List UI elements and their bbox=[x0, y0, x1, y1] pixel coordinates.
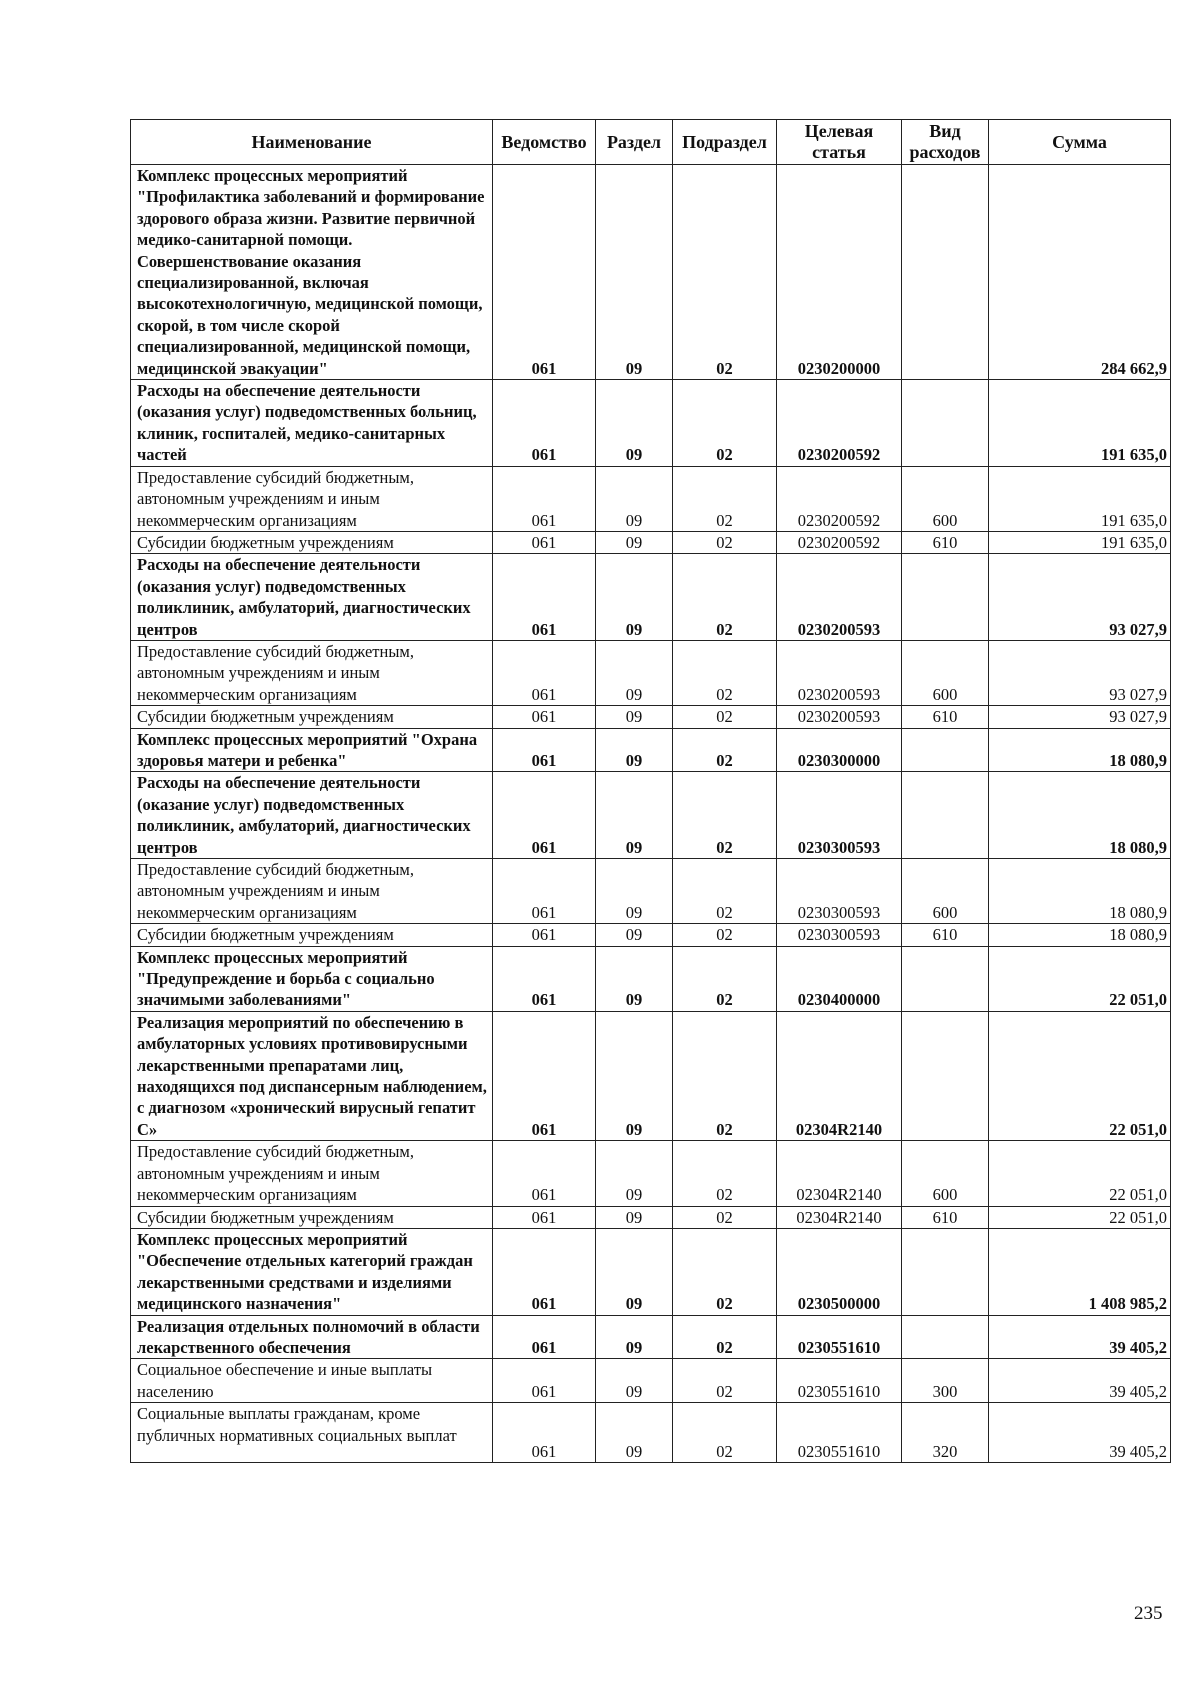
amount-cell: 39 405,2 bbox=[989, 1403, 1171, 1463]
header-amount: Сумма bbox=[989, 120, 1171, 165]
section-cell: 09 bbox=[596, 466, 673, 531]
header-expense-type: Вид расходов bbox=[902, 120, 989, 165]
table-row bbox=[131, 1359, 1171, 1403]
section-cell: 09 bbox=[596, 554, 673, 641]
name-cell: Социальное обеспечение и иные выплаты населению bbox=[131, 1359, 493, 1403]
amount-cell: 22 051,0 bbox=[989, 1141, 1171, 1206]
subsection-cell: 02 bbox=[673, 554, 777, 641]
subsection-cell: 02 bbox=[673, 728, 777, 772]
expense-type-cell bbox=[902, 380, 989, 467]
table-row bbox=[131, 1228, 1171, 1315]
header-target-item: Целевая статья bbox=[777, 120, 902, 165]
target-item-cell: 0230200000 bbox=[777, 165, 902, 380]
department-cell: 061 bbox=[493, 165, 596, 380]
table-row bbox=[131, 466, 1171, 531]
expense-type-cell: 600 bbox=[902, 466, 989, 531]
target-item-cell: 0230300000 bbox=[777, 728, 902, 772]
subsection-cell: 02 bbox=[673, 531, 777, 553]
amount-cell: 18 080,9 bbox=[989, 728, 1171, 772]
subsection-cell: 02 bbox=[673, 466, 777, 531]
expense-type-cell bbox=[902, 165, 989, 380]
table-row bbox=[131, 1141, 1171, 1206]
table-row bbox=[131, 1206, 1171, 1228]
subsection-cell: 02 bbox=[673, 1315, 777, 1359]
name-cell: Предоставление субсидий бюджетным, автономным учреждениям и иным некоммерческим организациям bbox=[131, 466, 493, 531]
subsection-cell: 02 bbox=[673, 946, 777, 1011]
name-cell: Субсидии бюджетным учреждениям bbox=[131, 1206, 493, 1228]
target-item-cell: 0230300593 bbox=[777, 772, 902, 859]
subsection-cell: 02 bbox=[673, 706, 777, 728]
expense-type-cell bbox=[902, 1315, 989, 1359]
table-row bbox=[131, 640, 1171, 705]
header-subsection: Подраздел bbox=[673, 120, 777, 165]
name-cell: Реализация мероприятий по обеспечению в амбулаторных условиях противовирусными лекарственными препаратами лиц, находящихся под диспансерным наблюдением, с диагнозом «хронический вирусный гепатит С» bbox=[131, 1011, 493, 1140]
header-row bbox=[131, 120, 1171, 165]
name-cell: Предоставление субсидий бюджетным, автономным учреждениям и иным некоммерческим организациям bbox=[131, 640, 493, 705]
section-cell: 09 bbox=[596, 924, 673, 946]
table-row bbox=[131, 1403, 1171, 1463]
name-cell: Предоставление субсидий бюджетным, автономным учреждениям и иным некоммерческим организациям bbox=[131, 1141, 493, 1206]
section-cell: 09 bbox=[596, 1359, 673, 1403]
expense-type-cell: 600 bbox=[902, 859, 989, 924]
table-row bbox=[131, 772, 1171, 859]
name-cell: Реализация отдельных полномочий в области лекарственного обеспечения bbox=[131, 1315, 493, 1359]
table-row bbox=[131, 165, 1171, 380]
target-item-cell: 0230500000 bbox=[777, 1228, 902, 1315]
name-cell: Субсидии бюджетным учреждениям bbox=[131, 924, 493, 946]
table-row bbox=[131, 859, 1171, 924]
budget-table bbox=[130, 119, 1171, 1463]
name-cell: Социальные выплаты гражданам, кроме публичных нормативных социальных выплат bbox=[131, 1403, 493, 1463]
table-row bbox=[131, 728, 1171, 772]
section-cell: 09 bbox=[596, 1403, 673, 1463]
section-cell: 09 bbox=[596, 1141, 673, 1206]
header-section: Раздел bbox=[596, 120, 673, 165]
amount-cell: 22 051,0 bbox=[989, 1206, 1171, 1228]
section-cell: 09 bbox=[596, 706, 673, 728]
target-item-cell: 0230200592 bbox=[777, 466, 902, 531]
target-item-cell: 0230300593 bbox=[777, 859, 902, 924]
header-department: Ведомство bbox=[493, 120, 596, 165]
target-item-cell: 0230400000 bbox=[777, 946, 902, 1011]
target-item-cell: 0230551610 bbox=[777, 1359, 902, 1403]
target-item-cell: 0230200593 bbox=[777, 554, 902, 641]
department-cell: 061 bbox=[493, 728, 596, 772]
department-cell: 061 bbox=[493, 1011, 596, 1140]
department-cell: 061 bbox=[493, 531, 596, 553]
name-cell: Расходы на обеспечение деятельности (оказание услуг) подведомственных поликлиник, амбулаторий, диагностических центров bbox=[131, 772, 493, 859]
subsection-cell: 02 bbox=[673, 924, 777, 946]
department-cell: 061 bbox=[493, 859, 596, 924]
expense-type-cell bbox=[902, 1228, 989, 1315]
target-item-cell: 0230551610 bbox=[777, 1403, 902, 1463]
target-item-cell: 0230200592 bbox=[777, 531, 902, 553]
amount-cell: 93 027,9 bbox=[989, 640, 1171, 705]
target-item-cell: 02304R2140 bbox=[777, 1206, 902, 1228]
expense-type-cell bbox=[902, 1011, 989, 1140]
department-cell: 061 bbox=[493, 1359, 596, 1403]
expense-type-cell: 320 bbox=[902, 1403, 989, 1463]
department-cell: 061 bbox=[493, 706, 596, 728]
department-cell: 061 bbox=[493, 554, 596, 641]
target-item-cell: 02304R2140 bbox=[777, 1011, 902, 1140]
section-cell: 09 bbox=[596, 640, 673, 705]
table-row bbox=[131, 1315, 1171, 1359]
department-cell: 061 bbox=[493, 1315, 596, 1359]
department-cell: 061 bbox=[493, 772, 596, 859]
target-item-cell: 0230200592 bbox=[777, 380, 902, 467]
subsection-cell: 02 bbox=[673, 1011, 777, 1140]
subsection-cell: 02 bbox=[673, 640, 777, 705]
expense-type-cell bbox=[902, 772, 989, 859]
section-cell: 09 bbox=[596, 1011, 673, 1140]
name-cell: Комплекс процессных мероприятий "Предупреждение и борьба с социально значимыми заболеваниями" bbox=[131, 946, 493, 1011]
subsection-cell: 02 bbox=[673, 859, 777, 924]
name-cell: Субсидии бюджетным учреждениям bbox=[131, 706, 493, 728]
department-cell: 061 bbox=[493, 380, 596, 467]
subsection-cell: 02 bbox=[673, 380, 777, 467]
amount-cell: 18 080,9 bbox=[989, 924, 1171, 946]
amount-cell: 284 662,9 bbox=[989, 165, 1171, 380]
name-cell: Комплекс процессных мероприятий "Профилактика заболеваний и формирование здорового образа жизни. Развитие первичной медико-санитарной помощи. Совершенствование оказания специализированной, включая высокотехнологичную, медицинской помощи, скорой, в том числе скорой специализированной, медицинской помощи, медицинской эвакуации" bbox=[131, 165, 493, 380]
table-row bbox=[131, 946, 1171, 1011]
amount-cell: 39 405,2 bbox=[989, 1315, 1171, 1359]
expense-type-cell: 610 bbox=[902, 924, 989, 946]
expense-type-cell: 300 bbox=[902, 1359, 989, 1403]
amount-cell: 39 405,2 bbox=[989, 1359, 1171, 1403]
expense-type-cell: 600 bbox=[902, 1141, 989, 1206]
subsection-cell: 02 bbox=[673, 1206, 777, 1228]
table-row bbox=[131, 380, 1171, 467]
subsection-cell: 02 bbox=[673, 1359, 777, 1403]
subsection-cell: 02 bbox=[673, 1228, 777, 1315]
amount-cell: 22 051,0 bbox=[989, 1011, 1171, 1140]
section-cell: 09 bbox=[596, 728, 673, 772]
subsection-cell: 02 bbox=[673, 165, 777, 380]
amount-cell: 93 027,9 bbox=[989, 554, 1171, 641]
table-row bbox=[131, 554, 1171, 641]
department-cell: 061 bbox=[493, 1206, 596, 1228]
name-cell: Расходы на обеспечение деятельности (оказания услуг) подведомственных поликлиник, амбулаторий, диагностических центров bbox=[131, 554, 493, 641]
expense-type-cell: 610 bbox=[902, 531, 989, 553]
subsection-cell: 02 bbox=[673, 1403, 777, 1463]
section-cell: 09 bbox=[596, 1206, 673, 1228]
subsection-cell: 02 bbox=[673, 772, 777, 859]
expense-type-cell: 610 bbox=[902, 706, 989, 728]
department-cell: 061 bbox=[493, 640, 596, 705]
amount-cell: 18 080,9 bbox=[989, 772, 1171, 859]
name-cell: Комплекс процессных мероприятий "Обеспечение отдельных категорий граждан лекарственными средствами и изделиями медицинского назначения" bbox=[131, 1228, 493, 1315]
amount-cell: 93 027,9 bbox=[989, 706, 1171, 728]
amount-cell: 18 080,9 bbox=[989, 859, 1171, 924]
target-item-cell: 02304R2140 bbox=[777, 1141, 902, 1206]
target-item-cell: 0230200593 bbox=[777, 640, 902, 705]
expense-type-cell: 600 bbox=[902, 640, 989, 705]
name-cell: Субсидии бюджетным учреждениям bbox=[131, 531, 493, 553]
department-cell: 061 bbox=[493, 946, 596, 1011]
amount-cell: 22 051,0 bbox=[989, 946, 1171, 1011]
name-cell: Предоставление субсидий бюджетным, автономным учреждениям и иным некоммерческим организациям bbox=[131, 859, 493, 924]
subsection-cell: 02 bbox=[673, 1141, 777, 1206]
amount-cell: 191 635,0 bbox=[989, 380, 1171, 467]
department-cell: 061 bbox=[493, 1141, 596, 1206]
section-cell: 09 bbox=[596, 1315, 673, 1359]
section-cell: 09 bbox=[596, 1228, 673, 1315]
department-cell: 061 bbox=[493, 1403, 596, 1463]
table-row bbox=[131, 531, 1171, 553]
amount-cell: 191 635,0 bbox=[989, 531, 1171, 553]
table-row bbox=[131, 1011, 1171, 1140]
expense-type-cell bbox=[902, 728, 989, 772]
table-row bbox=[131, 924, 1171, 946]
name-cell: Расходы на обеспечение деятельности (оказания услуг) подведомственных больниц, клиник, госпиталей, медико-санитарных частей bbox=[131, 380, 493, 467]
section-cell: 09 bbox=[596, 380, 673, 467]
expense-type-cell: 610 bbox=[902, 1206, 989, 1228]
department-cell: 061 bbox=[493, 1228, 596, 1315]
header-name: Наименование bbox=[131, 120, 493, 165]
section-cell: 09 bbox=[596, 859, 673, 924]
amount-cell: 191 635,0 bbox=[989, 466, 1171, 531]
section-cell: 09 bbox=[596, 165, 673, 380]
department-cell: 061 bbox=[493, 466, 596, 531]
name-cell: Комплекс процессных мероприятий "Охрана здоровья матери и ребенка" bbox=[131, 728, 493, 772]
expense-type-cell bbox=[902, 946, 989, 1011]
target-item-cell: 0230551610 bbox=[777, 1315, 902, 1359]
page-number: 235 bbox=[1134, 1603, 1163, 1624]
section-cell: 09 bbox=[596, 946, 673, 1011]
department-cell: 061 bbox=[493, 924, 596, 946]
section-cell: 09 bbox=[596, 772, 673, 859]
expense-type-cell bbox=[902, 554, 989, 641]
section-cell: 09 bbox=[596, 531, 673, 553]
target-item-cell: 0230300593 bbox=[777, 924, 902, 946]
amount-cell: 1 408 985,2 bbox=[989, 1228, 1171, 1315]
table-row bbox=[131, 706, 1171, 728]
target-item-cell: 0230200593 bbox=[777, 706, 902, 728]
table-body bbox=[131, 165, 1171, 1463]
